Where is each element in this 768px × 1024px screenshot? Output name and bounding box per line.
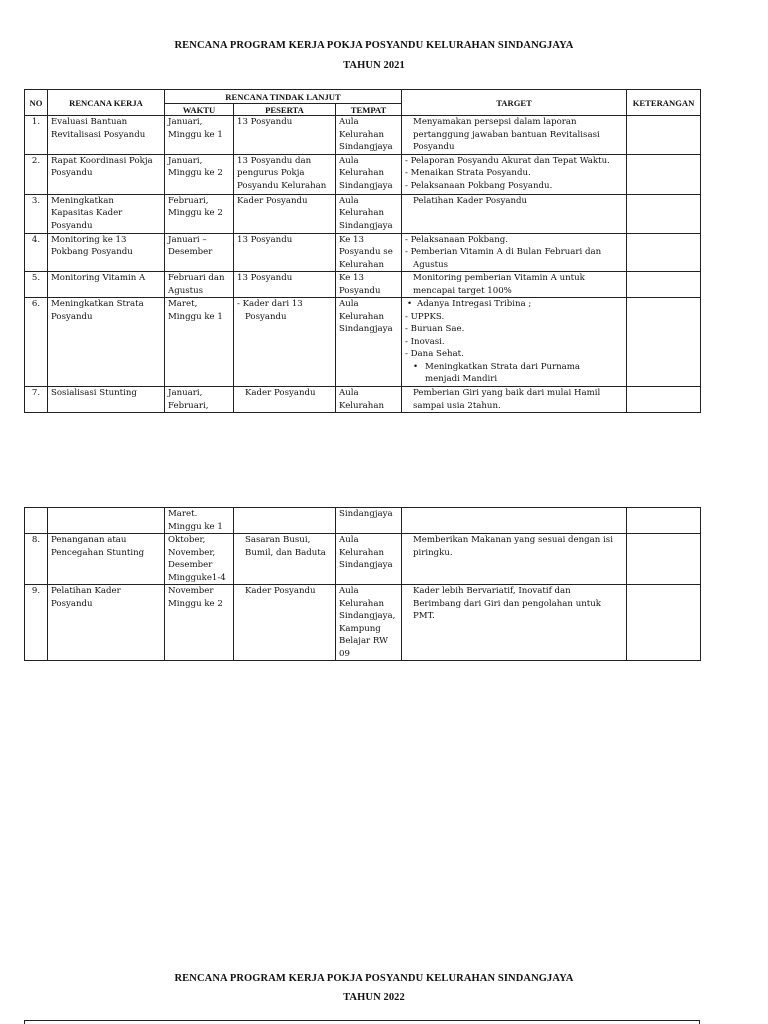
waktu-cell: Februari, Minggu ke 2 bbox=[165, 194, 234, 233]
row-number: 7. bbox=[25, 387, 48, 413]
header-no: NO bbox=[25, 90, 48, 116]
keterangan-cell bbox=[627, 387, 701, 413]
keterangan-cell bbox=[627, 508, 701, 534]
waktu-cell: Maret, Minggu ke 1 bbox=[165, 298, 234, 387]
table-row bbox=[25, 116, 701, 155]
row-number: 2. bbox=[25, 154, 48, 194]
document-title: RENCANA PROGRAM KERJA POKJA POSYANDU KELURAHAN SINDANGJAYA bbox=[174, 40, 574, 51]
tempat-cell: Aula Kelurahan Sindangjaya, Kampung Belajar RW 09 bbox=[336, 585, 402, 661]
tempat-cell: Aula Kelurahan Sindangjaya bbox=[336, 154, 402, 194]
target-cell: Monitoring pemberian Vitamin A untuk mencapai target 100% bbox=[402, 272, 627, 298]
target-cell bbox=[402, 508, 627, 534]
waktu-cell: Januari, Minggu ke 1 bbox=[165, 116, 234, 155]
waktu-cell: Januari, Februari, bbox=[165, 387, 234, 413]
keterangan-cell bbox=[627, 534, 701, 585]
target-cell: - Pelaporan Posyandu Akurat dan Tepat Waktu. - Menaikan Strata Posyandu. - Pelaksanaan Pokbang Posyandu. bbox=[402, 154, 627, 194]
peserta-cell: 13 Posyandu bbox=[234, 272, 336, 298]
rencana-kerja-cell bbox=[48, 508, 165, 534]
next-table-top-edge bbox=[24, 1020, 700, 1024]
row-number: 4. bbox=[25, 233, 48, 272]
table-row bbox=[25, 154, 701, 194]
rencana-kerja-cell: Meningkatkan Strata Posyandu bbox=[48, 298, 165, 387]
header-peserta: PESERTA bbox=[234, 104, 336, 116]
rencana-kerja-cell: Evaluasi Bantuan Revitalisasi Posyandu bbox=[48, 116, 165, 155]
tempat-cell: Aula Kelurahan Sindangjaya bbox=[336, 116, 402, 155]
waktu-cell: Maret. Minggu ke 1 bbox=[165, 508, 234, 534]
header-tempat: TEMPAT bbox=[336, 104, 402, 116]
peserta-cell: 13 Posyandu bbox=[234, 233, 336, 272]
rencana-kerja-cell: Meningkatkan Kapasitas Kader Posyandu bbox=[48, 194, 165, 233]
waktu-cell: Februari dan Agustus bbox=[165, 272, 234, 298]
table-row bbox=[25, 508, 701, 534]
target-cell: Kader lebih Bervariatif, Inovatif dan Berimbang dari Giri dan pengolahan untuk PMT. bbox=[402, 585, 627, 661]
target-cell: Menyamakan persepsi dalam laporan pertanggung jawaban bantuan Revitalisasi Posyandu bbox=[402, 116, 627, 155]
row-number: 8. bbox=[25, 534, 48, 585]
document-year: TAHUN 2021 bbox=[343, 60, 405, 71]
rencana-kerja-cell: Monitoring Vitamin A bbox=[48, 272, 165, 298]
waktu-cell: November Minggu ke 2 bbox=[165, 585, 234, 661]
header-rencana-kerja: RENCANA KERJA bbox=[48, 90, 165, 116]
rencana-kerja-cell: Penanganan atau Pencegahan Stunting bbox=[48, 534, 165, 585]
peserta-cell: Sasaran Busui, Bumil, dan Baduta bbox=[234, 534, 336, 585]
table-row bbox=[25, 233, 701, 272]
table-row bbox=[25, 387, 701, 413]
target-cell: - Pelaksanaan Pokbang. - Pemberian Vitamin A di Bulan Februari dan Agustus bbox=[402, 233, 627, 272]
waktu-cell: Januari, Minggu ke 2 bbox=[165, 154, 234, 194]
table-row bbox=[25, 272, 701, 298]
peserta-cell: - Kader dari 13 Posyandu bbox=[234, 298, 336, 387]
bullet-item: • Adanya Intregasi Tribina ; bbox=[405, 298, 623, 311]
keterangan-cell bbox=[627, 116, 701, 155]
document-year-2022: TAHUN 2022 bbox=[343, 992, 405, 1003]
keterangan-cell bbox=[627, 194, 701, 233]
row-number: 9. bbox=[25, 585, 48, 661]
header-keterangan: KETERANGAN bbox=[627, 90, 701, 116]
keterangan-cell bbox=[627, 298, 701, 387]
row-number: 3. bbox=[25, 194, 48, 233]
row-number: 5. bbox=[25, 272, 48, 298]
tempat-cell: Aula Kelurahan bbox=[336, 387, 402, 413]
target-cell: Memberikan Makanan yang sesuai dengan isi piringku. bbox=[402, 534, 627, 585]
keterangan-cell bbox=[627, 585, 701, 661]
peserta-cell bbox=[234, 508, 336, 534]
row-number bbox=[25, 508, 48, 534]
header-target: TARGET bbox=[402, 90, 627, 116]
header-waktu: WAKTU bbox=[165, 104, 234, 116]
rencana-kerja-cell: Sosialisasi Stunting bbox=[48, 387, 165, 413]
row-number: 6. bbox=[25, 298, 48, 387]
keterangan-cell bbox=[627, 233, 701, 272]
table-row bbox=[25, 298, 701, 387]
table-row bbox=[25, 534, 701, 585]
tempat-cell: Ke 13 Posyandu se Kelurahan bbox=[336, 233, 402, 272]
bullet-item: • Meningkatkan Strata dari Purnama bbox=[405, 361, 623, 374]
tempat-cell: Aula Kelurahan Sindangjaya bbox=[336, 298, 402, 387]
table-row bbox=[25, 585, 701, 661]
rencana-kerja-cell: Pelatihan Kader Posyandu bbox=[48, 585, 165, 661]
work-plan-table bbox=[24, 89, 701, 413]
document-title-2022: RENCANA PROGRAM KERJA POKJA POSYANDU KELURAHAN SINDANGJAYA bbox=[174, 973, 574, 984]
target-cell: Pelatihan Kader Posyandu bbox=[402, 194, 627, 233]
table-row bbox=[25, 194, 701, 233]
tempat-cell: Aula Kelurahan Sindangjaya bbox=[336, 534, 402, 585]
peserta-cell: Kader Posyandu bbox=[234, 585, 336, 661]
waktu-cell: Oktober, November, Desember Mingguke1-4 bbox=[165, 534, 234, 585]
header-rencana-tindak-lanjut: RENCANA TINDAK LANJUT bbox=[165, 90, 402, 104]
rencana-kerja-cell: Rapat Koordinasi Pokja Posyandu bbox=[48, 154, 165, 194]
target-cell: Pemberian Giri yang baik dari mulai Hamil sampai usia 2tahun. bbox=[402, 387, 627, 413]
keterangan-cell bbox=[627, 154, 701, 194]
work-plan-table-continued bbox=[24, 507, 701, 661]
rencana-kerja-cell: Monitoring ke 13 Pokbang Posyandu bbox=[48, 233, 165, 272]
tempat-cell: Sindangjaya bbox=[336, 508, 402, 534]
tempat-cell: Aula Kelurahan Sindangjaya bbox=[336, 194, 402, 233]
keterangan-cell bbox=[627, 272, 701, 298]
waktu-cell: Januari – Desember bbox=[165, 233, 234, 272]
peserta-cell: Kader Posyandu bbox=[234, 387, 336, 413]
tempat-cell: Ke 13 Posyandu bbox=[336, 272, 402, 298]
peserta-cell: Kader Posyandu bbox=[234, 194, 336, 233]
peserta-cell: 13 Posyandu dan pengurus Pokja Posyandu Kelurahan bbox=[234, 154, 336, 194]
peserta-cell: 13 Posyandu bbox=[234, 116, 336, 155]
row-number: 1. bbox=[25, 116, 48, 155]
target-cell: • Adanya Intregasi Tribina ; - UPPKS. - Buruan Sae. - Inovasi. - Dana Sehat. • Meningkatkan Strata dari Purnama menjadi Mandiri bbox=[402, 298, 627, 387]
